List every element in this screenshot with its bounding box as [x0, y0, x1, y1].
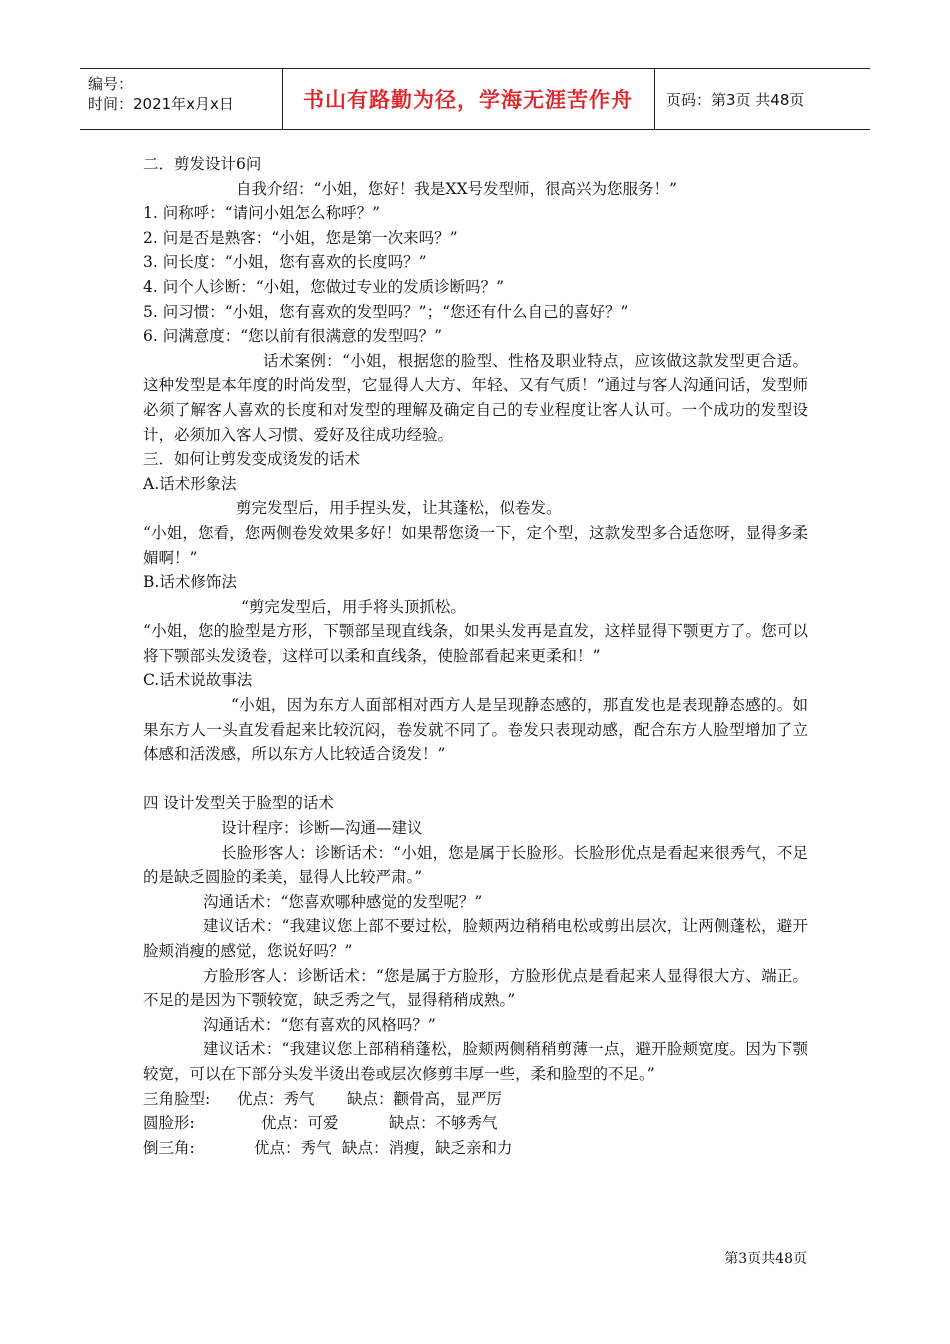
face-type-cons: 缺点：颧骨高，显严厉: [347, 1089, 503, 1108]
paragraph: “小姐，您看，您两侧卷发效果多好！如果帮您烫一下，定个型，这款发型多合适您呀，显得多柔媚啊！”: [143, 523, 808, 567]
face-type-row: [143, 1087, 808, 1112]
sub-heading: B.话术修饰法: [143, 573, 237, 592]
paragraph: 自我介绍：“小姐，您好！我是XX号发型师，很高兴为您服务！”: [236, 179, 677, 198]
section-heading: 三．如何让剪发变成烫发的话术: [143, 450, 361, 469]
section-heading: 四 设计发型关于脸型的话术: [143, 794, 334, 813]
face-type-name: 倒三角:: [143, 1138, 195, 1157]
face-type-row: [143, 1136, 808, 1161]
page-footer: 第3页共48页: [724, 1251, 807, 1267]
page-header: [80, 68, 870, 130]
spacer: [143, 767, 808, 792]
face-type-pros: 优点：秀气: [254, 1138, 332, 1157]
face-type-row: [143, 1111, 808, 1136]
face-type-cons: 缺点：不够秀气: [389, 1114, 498, 1133]
motto: 书山有路勤为径，学海无涯苦作舟: [303, 88, 633, 112]
paragraph: 话术案例：“小姐，根据您的脸型、性格及职业特点，应该做这款发型更合适。这种发型是本年度的时尚发型，它显得人大方、年轻、又有气质！”通过与客人沟通问话，发型师必须了解客人喜欢的长度和对发型的理解及确定自己的专业程度让客人认可。一个成功的发型设计，必须加入客人习惯、爱好及往成功经验。: [143, 351, 808, 444]
face-type-cons: 缺点：消瘦，缺乏亲和力: [342, 1138, 513, 1157]
header-meta: [80, 69, 283, 129]
paragraph: 沟通话术：“您有喜欢的风格吗？”: [203, 1015, 436, 1034]
number-label: 编号：: [88, 75, 134, 93]
list-item: 1. 问称呼：“请问小姐怎么称呼？”: [143, 204, 381, 223]
face-type-pros: 优点：可爱: [261, 1114, 339, 1133]
paragraph: 沟通话术：“您喜欢哪种感觉的发型呢？”: [203, 892, 483, 911]
list-item: 2. 问是否是熟客：“小姐，您是第一次来吗？”: [143, 228, 458, 247]
paragraph: “剪完发型后，用手将头顶抓松。: [241, 597, 466, 616]
paragraph: “小姐，您的脸型是方形，下颚部呈现直线条，如果头发再是直发，这样显得下颚更方了。您可以将下颚部头发烫卷，这样可以柔和直线条，使脸部看起来更柔和！”: [143, 622, 808, 665]
time-label: 时间：2021年x月x日: [88, 95, 234, 113]
paragraph: 设计程序：诊断—沟通—建议: [221, 819, 423, 838]
paragraph: 建议话术：“我建议您上部稍稍蓬松，脸颊两侧稍稍剪薄一点，避开脸颊宽度。因为下颚较宽，可以在下部分头发半烫出卷或层次修剪丰厚一些，柔和脸型的不足。”: [143, 1040, 808, 1083]
header-page-cell: [654, 69, 870, 129]
list-item: 4. 问个人诊断：“小姐，您做过专业的发质诊断吗？”: [143, 277, 505, 296]
paragraph: 剪完发型后，用手捏头发，让其蓬松，似卷发。: [236, 499, 562, 518]
sub-heading: A.话术形象法: [143, 474, 237, 493]
face-type-pros: 优点：秀气: [237, 1089, 315, 1108]
face-type-name: 三角脸型:: [143, 1089, 211, 1108]
header-motto-cell: [282, 69, 655, 129]
sub-heading: C.话术说故事法: [143, 671, 253, 690]
page-label: 页码：第3页 共48页: [666, 90, 805, 109]
section-heading: 二．剪发设计6问: [143, 155, 262, 173]
paragraph: 建议话术：“我建议您上部不要过松，脸颊两边稍稍电松或剪出层次，让两侧蓬松，避开脸颊消瘦的感觉，您说好吗？”: [143, 917, 808, 960]
document-body: [143, 152, 808, 1160]
list-item: 5. 问习惯：“小姐，您有喜欢的发型吗？”；“您还有什么自己的喜好？”: [143, 302, 629, 321]
face-type-name: 圆脸形:: [143, 1114, 195, 1133]
list-item: 6. 问满意度：“您以前有很满意的发型吗？”: [143, 327, 443, 346]
paragraph: “小姐，因为东方人面部相对西方人是呈现静态感的，那直发也是表现静态感的。如果东方人一头直发看起来比较沉闷，卷发就不同了。卷发只表现动感，配合东方人脸型增加了立体感和活泼感，所以东方人比较适合烫发！”: [143, 696, 808, 764]
list-item: 3. 问长度：“小姐，您有喜欢的长度吗？”: [143, 253, 427, 272]
paragraph: 方脸形客人：诊断话术：“您是属于方脸形，方脸形优点是看起来人显得很大方、端正。不足的是因为下颚较宽，缺乏秀之气，显得稍稍成熟。”: [143, 966, 808, 1010]
paragraph: 长脸形客人：诊断话术：“小姐，您是属于长脸形。长脸形优点是看起来很秀气，不足的是缺乏圆脸的柔美，显得人比较严肃。”: [143, 843, 808, 887]
